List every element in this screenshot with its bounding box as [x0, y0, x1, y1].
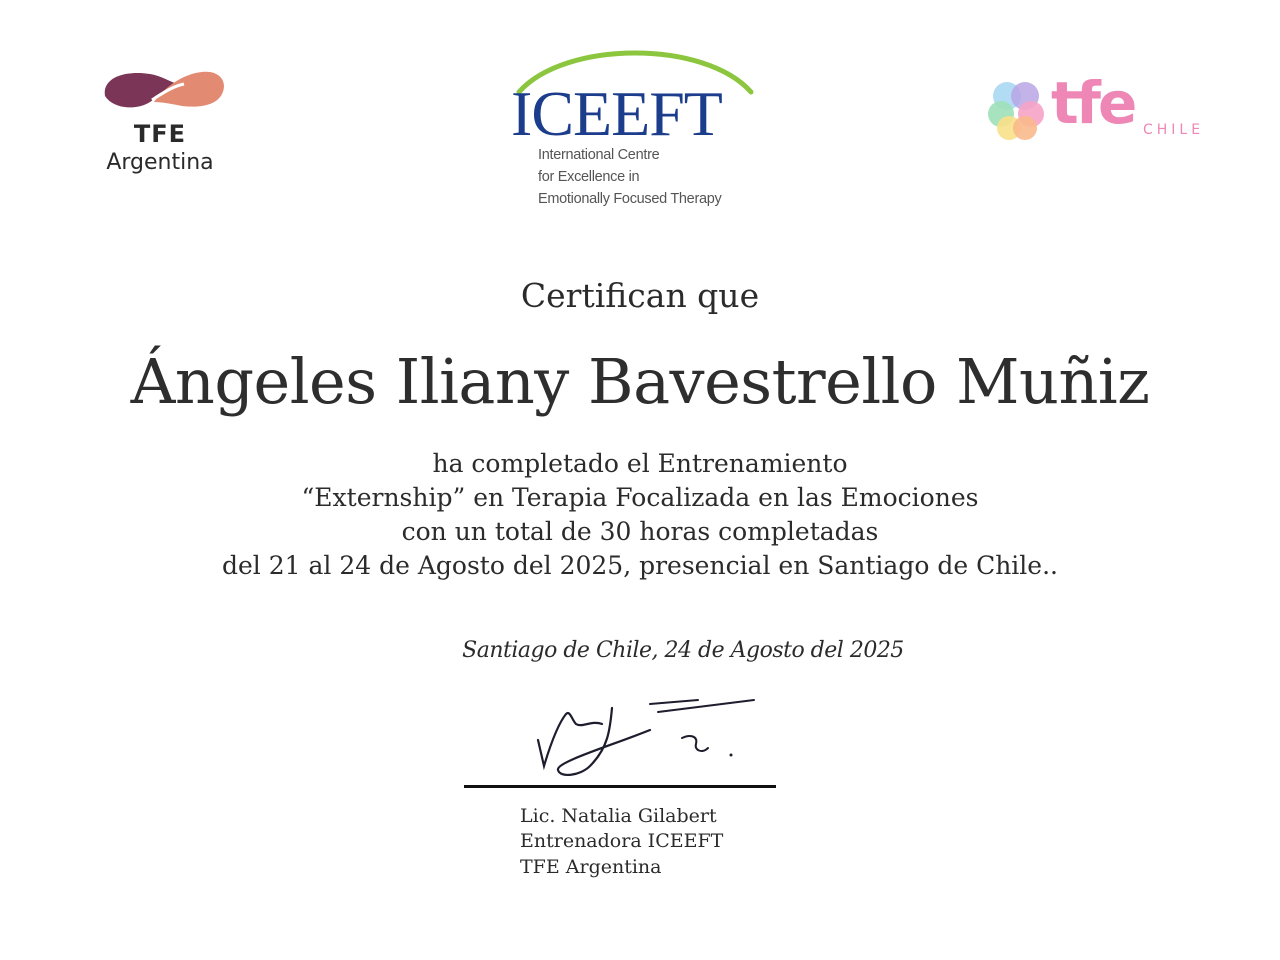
certificate-body-line: del 21 al 24 de Agosto del 2025, presencial en Santiago de Chile.. — [222, 551, 1058, 580]
tfe-chile-logo-wordmark: tfe — [1051, 69, 1135, 137]
certificate-body-line: “Externship” en Terapia Focalizada en las Emociones — [301, 483, 979, 512]
iceeft-logo-subtitle-line: International Centre — [538, 147, 660, 163]
signer-name: Lic. Natalia Gilabert — [520, 805, 717, 827]
iceeft-logo — [505, 44, 765, 219]
iceeft-logo-subtitle-line: Emotionally Focused Therapy — [538, 191, 722, 207]
signer-role: Entrenadora ICEEFT — [520, 830, 724, 852]
iceeft-logo-subtitle-line: for Excellence in — [538, 169, 640, 185]
place-and-date: Santiago de Chile, 24 de Agosto del 2025 — [462, 638, 904, 663]
tfe-argentina-logo-title: TFE — [133, 120, 187, 148]
certificate-intro: Certifican que — [520, 276, 760, 315]
certificate-body-line: ha completado el Entrenamiento — [432, 449, 848, 478]
certificate-body-line: con un total de 30 horas completadas — [401, 517, 879, 546]
signer-organization: TFE Argentina — [520, 856, 662, 878]
tfe-argentina-emblem-icon — [102, 66, 227, 114]
iceeft-logo-wordmark: ICEEFT — [511, 78, 722, 149]
handwritten-signature — [530, 690, 770, 785]
signature-line — [464, 785, 776, 788]
recipient-name: Ángeles Iliany Bavestrello Muñiz — [130, 345, 1150, 418]
tfe-argentina-logo — [90, 60, 240, 180]
tfe-chile-logo-country: CHILE — [1143, 122, 1205, 138]
tfe-chile-heart-cluster-icon — [985, 76, 1049, 146]
tfe-chile-logo — [985, 69, 1225, 148]
tfe-argentina-logo-subtitle: Argentina — [106, 150, 214, 175]
